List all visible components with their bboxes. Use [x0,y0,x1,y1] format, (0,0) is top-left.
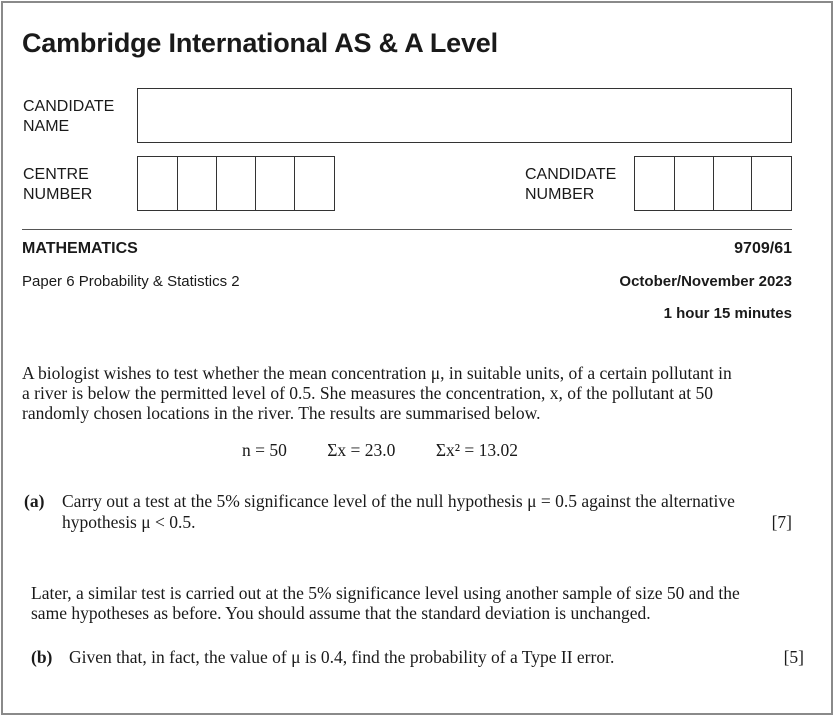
candidate-number-label [525,165,616,205]
centre-number-label [23,165,92,205]
candidate-number-cell-4[interactable] [752,157,791,210]
part-a-text [62,491,794,533]
candidate-name-label-line2: NAME [23,118,70,135]
candidate-number-boxes [634,156,792,211]
centre-number-cell-2[interactable] [178,157,217,210]
centre-number-boxes [137,156,335,211]
header-divider [22,229,792,230]
part-b-label: (b) [31,647,53,667]
centre-number-label-line2: NUMBER [23,186,93,203]
candidate-number-cell-3[interactable] [714,157,753,210]
centre-number-cell-4[interactable] [256,157,295,210]
question-stem-line-2: a river is below the permitted level of 0.5. She measures the concentration, x, of the pollutant at 50 [22,383,714,403]
candidate-number-cell-1[interactable] [635,157,675,210]
part-b-marks: [5] [783,647,804,667]
paper-title: Paper 6 Probability & Statistics 2 [22,273,240,290]
later-line-1: Later, a similar test is carried out at the 5% significance level using another sample of size 50 and the [31,583,740,603]
summary-statistics [0,440,760,461]
centre-number-cell-1[interactable] [138,157,178,210]
question-stem-line-3: randomly chosen locations in the river. The results are summarised below. [22,403,541,423]
subject-title: MATHEMATICS [22,240,138,257]
stat-n: n = 50 [242,440,287,460]
centre-number-label-line1: CENTRE [23,166,89,183]
part-a-line-1: Carry out a test at the 5% significance level of the null hypothesis μ = 0.5 against the alternative [62,491,735,511]
candidate-number-label-line2: NUMBER [525,186,595,203]
part-a-marks: [7] [771,512,792,532]
candidate-name-label-line1: CANDIDATE [23,98,115,115]
exam-session: October/November 2023 [619,273,792,290]
stat-sum-x-squared: Σx² = 13.02 [435,440,518,460]
candidate-number-cell-2[interactable] [675,157,714,210]
part-a-label: (a) [24,491,45,511]
question-stem [22,363,794,423]
later-line-2: same hypotheses as before. You should assume that the standard deviation is unchanged. [31,603,651,623]
syllabus-code: 9709/61 [734,240,792,257]
centre-number-cell-5[interactable] [295,157,334,210]
page-title: Cambridge International AS & A Level [22,28,498,58]
exam-duration: 1 hour 15 minutes [663,305,792,322]
candidate-number-label-line1: CANDIDATE [525,166,617,183]
stat-sum-x: Σx = 23.0 [327,440,396,460]
part-b-text: Given that, in fact, the value of μ is 0.4, find the probability of a Type II error. [69,647,615,667]
later-paragraph [31,583,811,623]
candidate-name-label [23,97,114,137]
centre-number-cell-3[interactable] [217,157,256,210]
candidate-name-field[interactable] [137,88,792,143]
part-a-line-2: hypothesis μ < 0.5. [62,512,196,532]
question-stem-line-1: A biologist wishes to test whether the mean concentration μ, in suitable units, of a certain pollutant in [22,363,732,383]
